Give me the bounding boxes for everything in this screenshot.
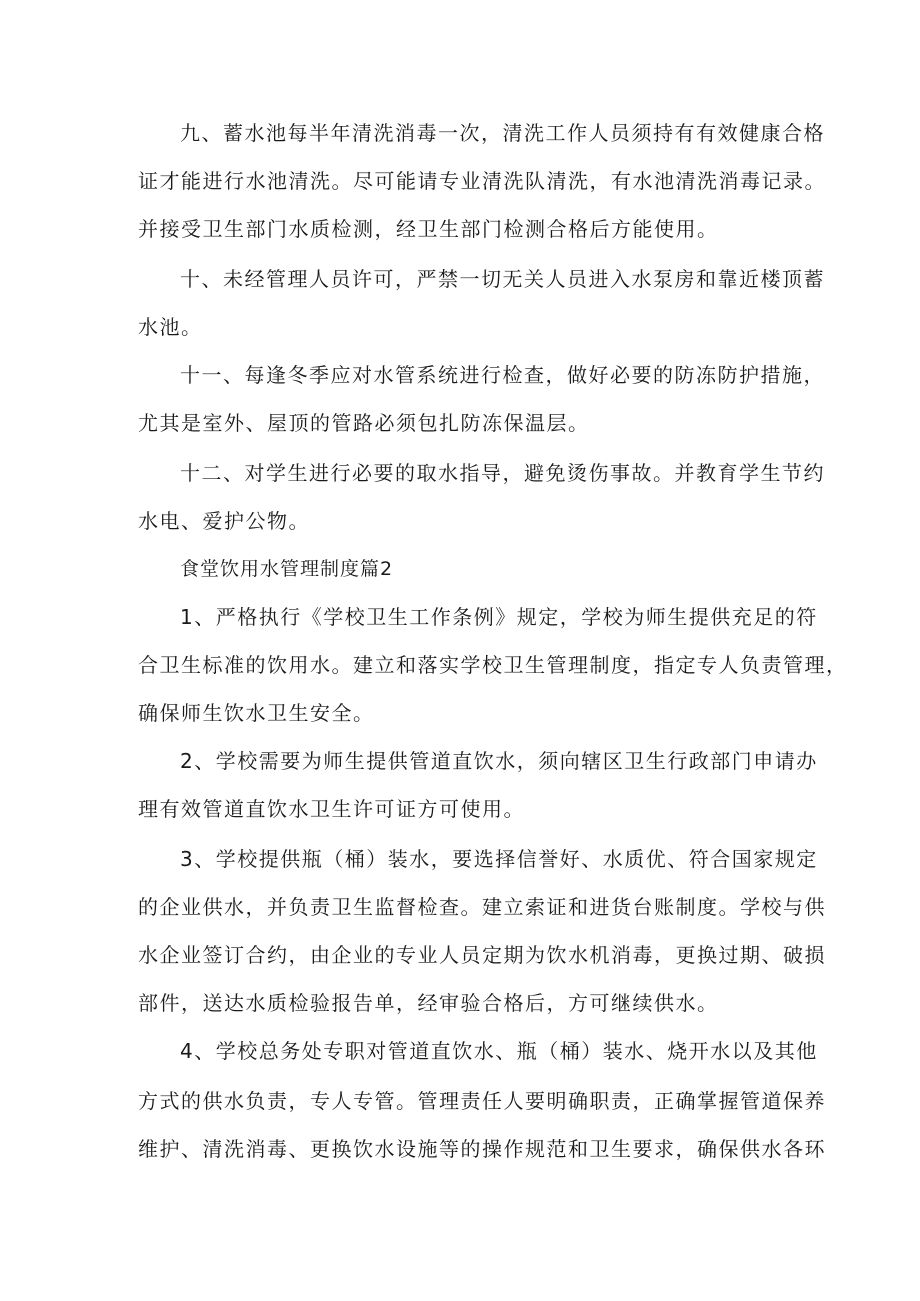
item-4-line-2: 方式的供水负责，专人专管。管理责任人要明确职责，正确掌握管道保养 [138,1089,826,1113]
item-4-line-1: 4、学校总务处专职对管道直饮水、瓶（桶）装水、烧开水以及其他 [180,1039,818,1063]
section-heading: 食堂饮用水管理制度篇2 [180,558,394,580]
paragraph-9-line-3: 并接受卫生部门水质检测，经卫生部门检测合格后方能使用。 [138,217,719,241]
paragraph-12-line-1: 十二、对学生进行必要的取水指导，避免烫伤事故。并教育学生节约 [180,461,825,485]
item-2-line-2: 理有效管道直饮水卫生许可证方可使用。 [138,797,525,821]
item-1-line-3: 确保师生饮水卫生安全。 [138,701,375,725]
paragraph-11-line-1: 十一、每逢冬季应对水管系统进行检查，做好必要的防冻防护措施， [180,363,825,387]
paragraph-9-line-1: 九、蓄水池每半年清洗消毒一次，清洗工作人员须持有有效健康合格 [180,121,825,145]
item-3-line-4: 部件，送达水质检验报告单，经审验合格后，方可继续供水。 [138,991,719,1015]
paragraph-11-line-2: 尤其是室外、屋顶的管路必须包扎防冻保温层。 [138,411,590,435]
item-1-line-1: 1、严格执行《学校卫生工作条例》规定，学校为师生提供充足的符 [180,605,818,629]
paragraph-10-line-1: 十、未经管理人员许可，严禁一切无关人员进入水泵房和靠近楼顶蓄 [180,267,825,291]
item-3-line-3: 水企业签订合约，由企业的专业人员定期为饮水机消毒，更换过期、破损 [138,943,826,967]
item-1-line-2: 合卫生标准的饮用水。建立和落实学校卫生管理制度，指定专人负责管理， [138,653,848,677]
item-2-line-1: 2、学校需要为师生提供管道直饮水，须向辖区卫生行政部门申请办 [180,749,818,773]
paragraph-10-line-2: 水池。 [138,315,203,339]
item-4-line-3: 维护、清洗消毒、更换饮水设施等的操作规范和卫生要求，确保供水各环 [138,1137,826,1161]
paragraph-9-line-2: 证才能进行水池清洗。尽可能请专业清洗队清洗，有水池清洗消毒记录。 [138,169,826,193]
paragraph-12-line-2: 水电、爱护公物。 [138,509,310,533]
item-3-line-1: 3、学校提供瓶（桶）装水，要选择信誉好、水质优、符合国家规定 [180,847,818,871]
item-3-line-2: 的企业供水，并负责卫生监督检查。建立索证和进货台账制度。学校与供 [138,895,826,919]
